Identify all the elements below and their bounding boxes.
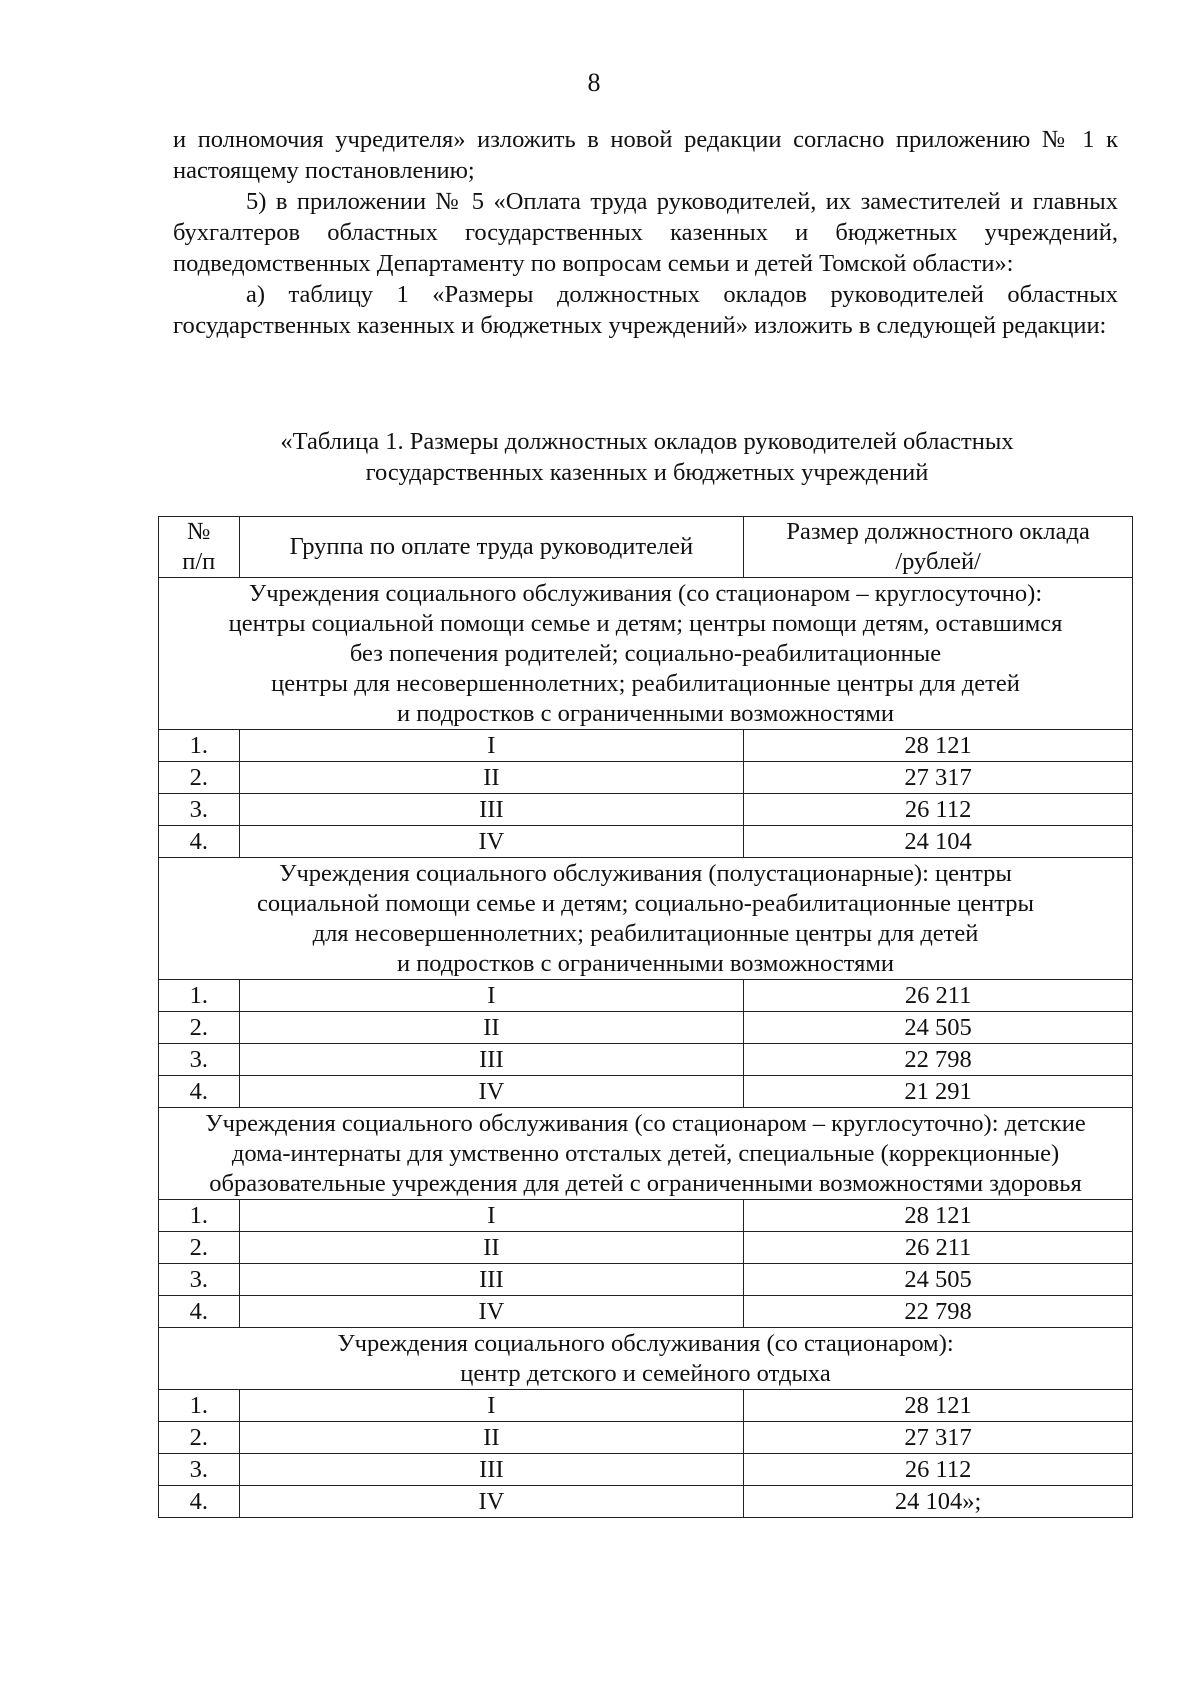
table-row	[159, 1454, 1133, 1486]
cell-num: 2.	[159, 1422, 240, 1454]
table-row	[159, 794, 1133, 826]
cell-group: II	[239, 1232, 744, 1264]
table-row	[159, 1200, 1133, 1232]
section-title-row	[159, 858, 1133, 980]
cell-salary: 28 121	[744, 1200, 1133, 1232]
cell-group: II	[239, 1012, 744, 1044]
cell-num: 2.	[159, 1012, 240, 1044]
cell-num: 3.	[159, 1264, 240, 1296]
cell-num: 1.	[159, 1390, 240, 1422]
section-title-row	[159, 1328, 1133, 1390]
header-salary: Размер должностного оклада /рублей/	[744, 517, 1133, 578]
cell-salary: 22 798	[744, 1296, 1133, 1328]
cell-num: 4.	[159, 1296, 240, 1328]
paragraph: 5) в приложении № 5 «Оплата труда руководителей, их заместителей и главных бухгалтеров областных государственных казенных и бюджетных учреждений, подведомственных Департаменту по вопросам семьи и детей Томской области»:	[173, 188, 1118, 277]
cell-salary: 24 104»;	[744, 1486, 1133, 1518]
cell-salary: 26 211	[744, 980, 1133, 1012]
table-row	[159, 1232, 1133, 1264]
cell-group: IV	[239, 1076, 744, 1108]
cell-group: IV	[239, 1296, 744, 1328]
paragraph: а) таблицу 1 «Размеры должностных окладов руководителей областных государственных казенных и бюджетных учреждений» изложить в следующей редакции:	[173, 281, 1118, 339]
header-num: № п/п	[159, 517, 240, 578]
page-number: 8	[587, 68, 601, 97]
section-title: Учреждения социального обслуживания (со стационаром – круглосуточно): центры социальной помощи семье и детям; центры помощи детям, оставшимся без попечения родителей; социально-реабилитационные центры для несовершеннолетних; реабилитационные центры для детей и подростков с ограниченными возможностями	[159, 578, 1133, 730]
cell-num: 3.	[159, 1454, 240, 1486]
cell-num: 1.	[159, 730, 240, 762]
cell-num: 1.	[159, 980, 240, 1012]
table-row	[159, 1076, 1133, 1108]
section-title: Учреждения социального обслуживания (со стационаром – круглосуточно): детские дома-интернаты для умственно отсталых детей, специальные (коррекционные) образовательные учреждения для детей с ограниченными возможностями здоровья	[159, 1108, 1133, 1200]
cell-group: III	[239, 1454, 744, 1486]
cell-salary: 28 121	[744, 730, 1133, 762]
cell-num: 3.	[159, 1044, 240, 1076]
table-row	[159, 826, 1133, 858]
cell-salary: 24 505	[744, 1264, 1133, 1296]
section-title-row	[159, 578, 1133, 730]
cell-num: 4.	[159, 1076, 240, 1108]
cell-num: 2.	[159, 1232, 240, 1264]
body-text	[173, 124, 1118, 341]
cell-salary: 24 505	[744, 1012, 1133, 1044]
table-row	[159, 1264, 1133, 1296]
cell-num: 3.	[159, 794, 240, 826]
cell-salary: 26 112	[744, 1454, 1133, 1486]
cell-group: III	[239, 1264, 744, 1296]
cell-group: IV	[239, 826, 744, 858]
cell-group: II	[239, 1422, 744, 1454]
table-caption: «Таблица 1. Размеры должностных окладов руководителей областных государственных казенных и бюджетных учреждений	[280, 428, 1014, 486]
section-title: Учреждения социального обслуживания (со стационаром): центр детского и семейного отдыха	[159, 1328, 1133, 1390]
header-group: Группа по оплате труда руководителей	[239, 517, 744, 578]
table-row	[159, 1422, 1133, 1454]
cell-num: 4.	[159, 1486, 240, 1518]
cell-salary: 27 317	[744, 762, 1133, 794]
cell-group: I	[239, 730, 744, 762]
cell-salary: 28 121	[744, 1390, 1133, 1422]
table-header-row	[159, 517, 1133, 578]
cell-salary: 21 291	[744, 1076, 1133, 1108]
table-row	[159, 762, 1133, 794]
cell-group: I	[239, 980, 744, 1012]
cell-group: III	[239, 1044, 744, 1076]
table-row	[159, 1044, 1133, 1076]
table-row	[159, 1486, 1133, 1518]
cell-num: 4.	[159, 826, 240, 858]
table-row	[159, 980, 1133, 1012]
section-title-row	[159, 1108, 1133, 1200]
cell-group: IV	[239, 1486, 744, 1518]
cell-salary: 24 104	[744, 826, 1133, 858]
cell-salary: 26 112	[744, 794, 1133, 826]
cell-salary: 26 211	[744, 1232, 1133, 1264]
cell-group: I	[239, 1200, 744, 1232]
section-title: Учреждения социального обслуживания (полустационарные): центры социальной помощи семье и детям; социально-реабилитационные центры для несовершеннолетних; реабилитационные центры для детей и подростков с ограниченными возможностями	[159, 858, 1133, 980]
table-row	[159, 1390, 1133, 1422]
cell-num: 1.	[159, 1200, 240, 1232]
cell-salary: 22 798	[744, 1044, 1133, 1076]
cell-salary: 27 317	[744, 1422, 1133, 1454]
salary-table	[158, 516, 1133, 1518]
cell-group: II	[239, 762, 744, 794]
table-row	[159, 730, 1133, 762]
cell-group: III	[239, 794, 744, 826]
cell-num: 2.	[159, 762, 240, 794]
table-row	[159, 1296, 1133, 1328]
paragraph: и полномочия учредителя» изложить в новой редакции согласно приложению № 1 к настоящему постановлению;	[173, 126, 1118, 184]
table-row	[159, 1012, 1133, 1044]
cell-group: I	[239, 1390, 744, 1422]
